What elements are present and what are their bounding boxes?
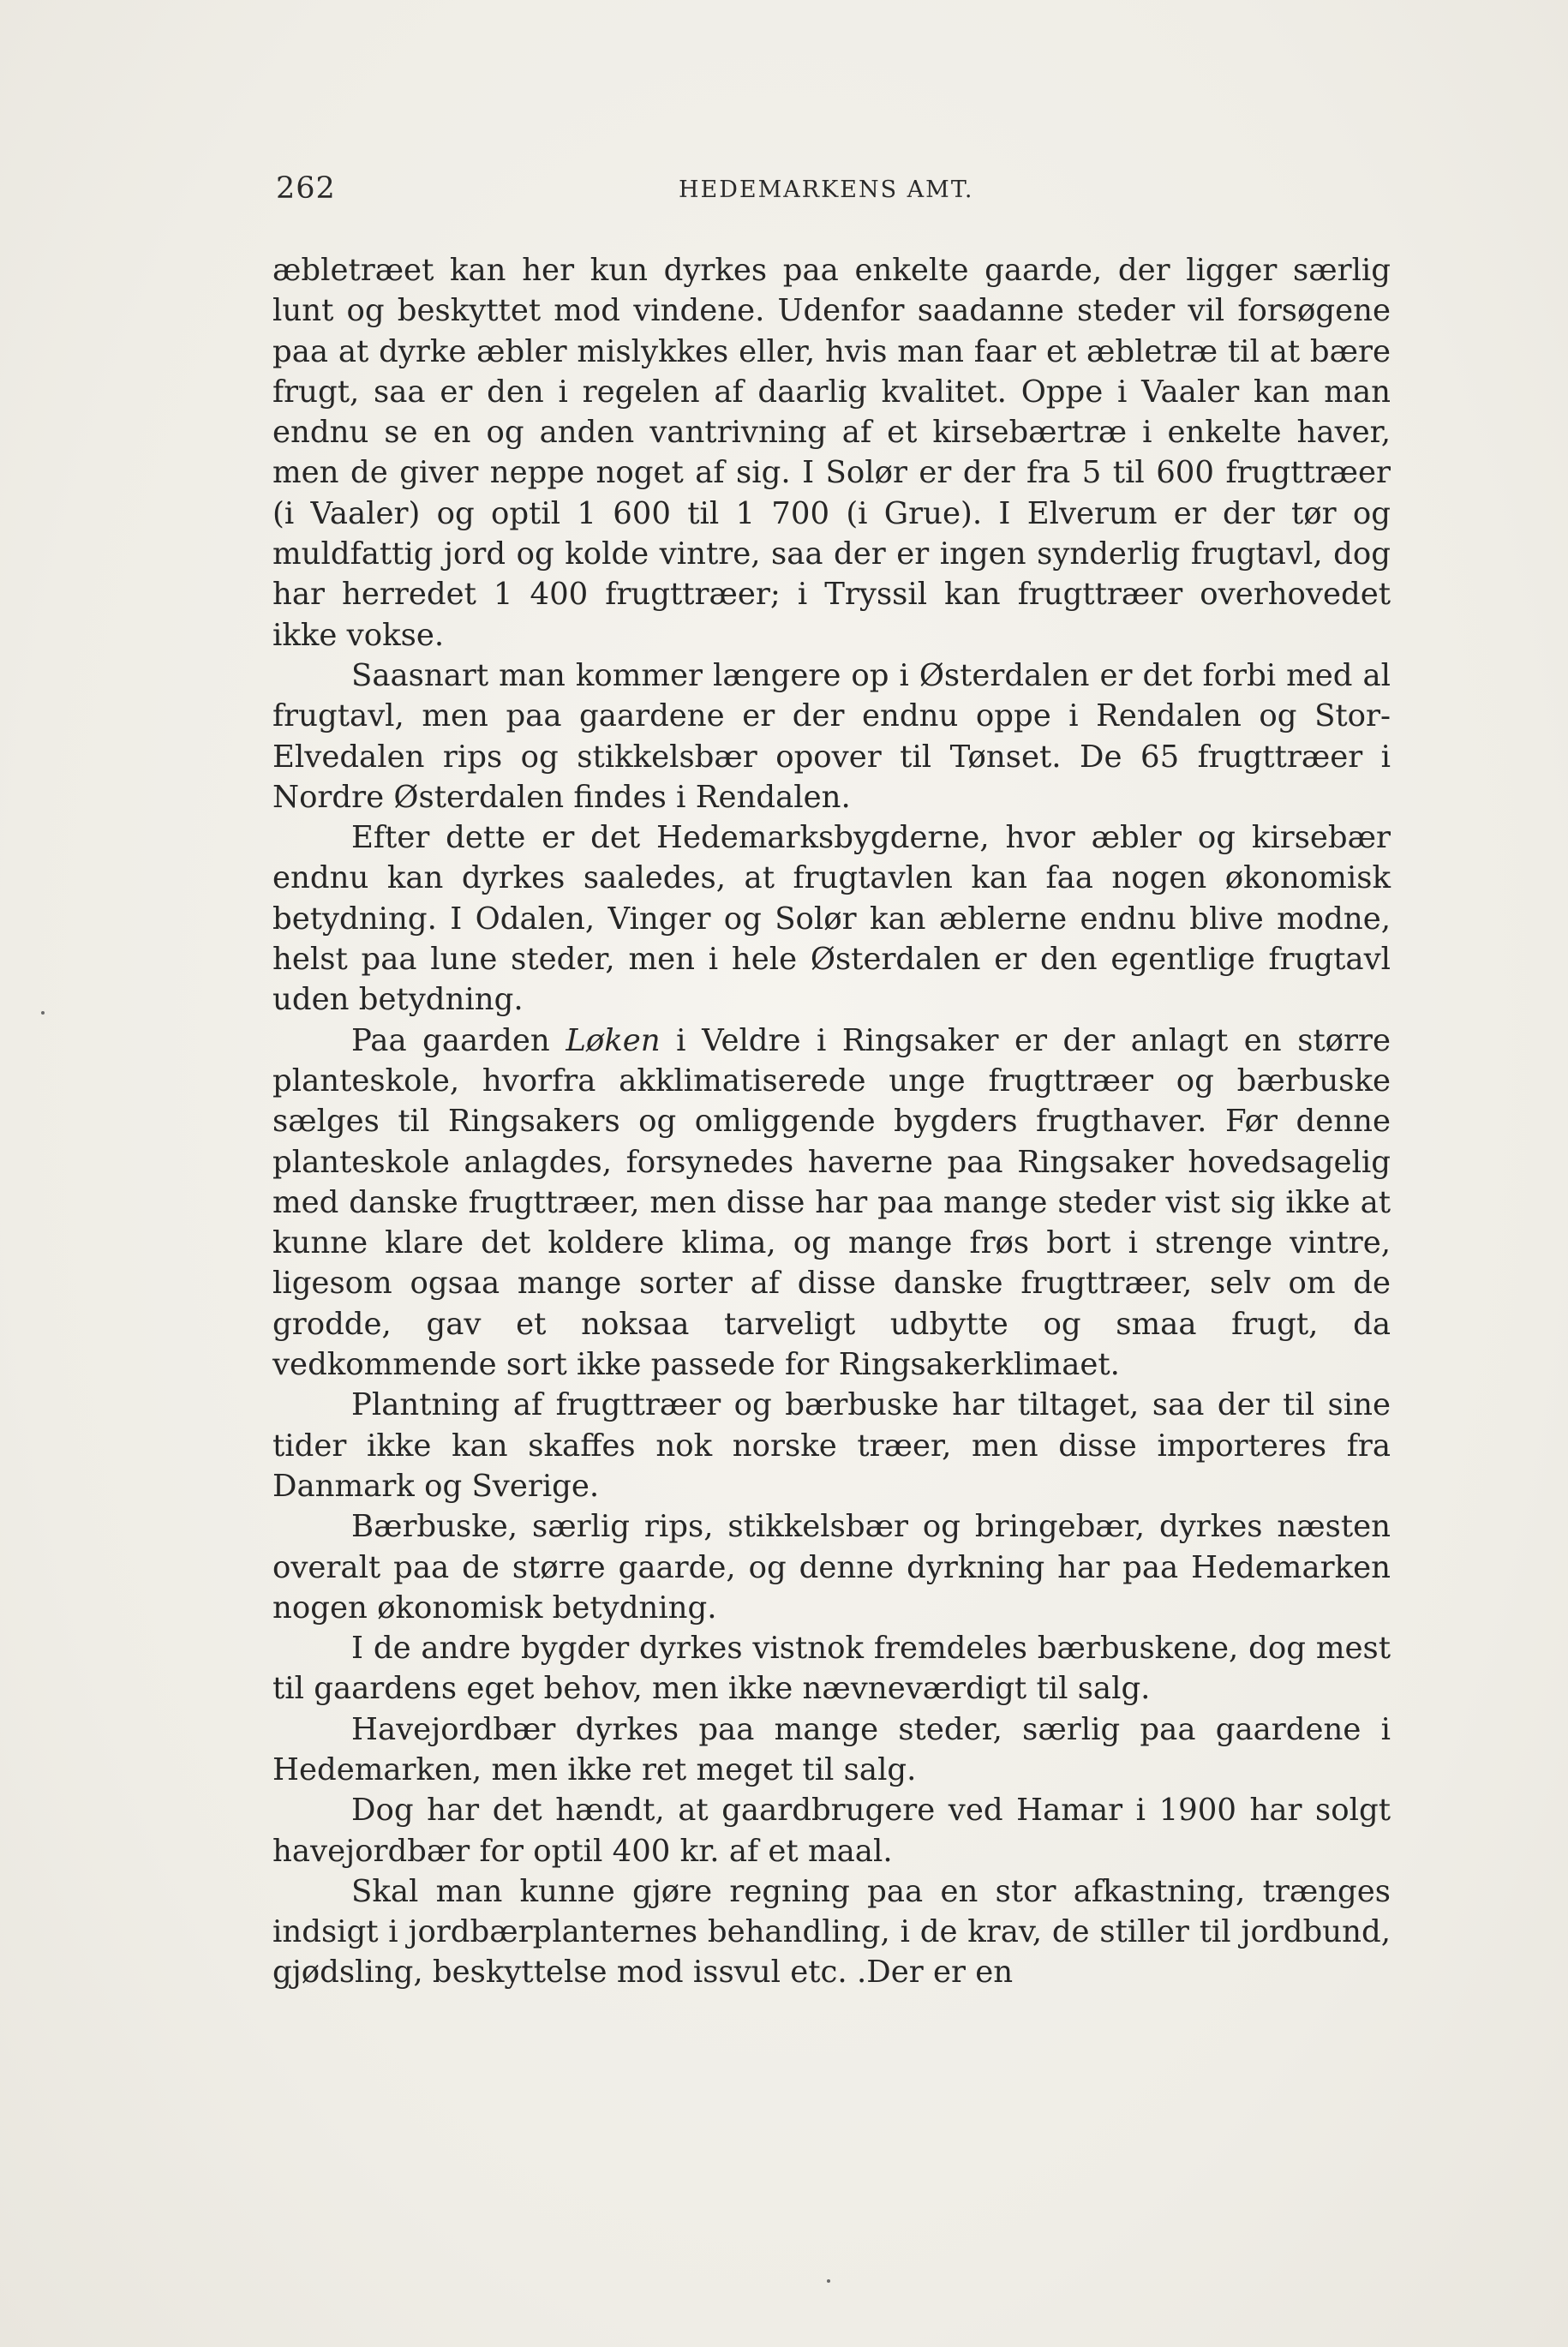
scan-speck: [827, 2279, 830, 2283]
running-head: HEDEMARKENS AMT.: [679, 177, 974, 203]
scan-speck: [41, 1011, 45, 1015]
page-number: 262: [276, 171, 336, 206]
paragraph-5: Plantning af frugttræer og bærbuske har tiltaget, saa der til sine tider ikke kan skaffes nok norske træer, men disse importeres fra Danmark og Sverige.: [272, 1387, 1391, 1504]
paragraph-2: Saasnart man kommer længere op i Østerdalen er det forbi med al frugtavl, men paa gaardene er der endnu oppe i Rendalen og Stor-Elvedalen rips og stikkelsbær opover til Tønset. De 65 frugttræer i Nordre Østerdalen findes i Rendalen.: [272, 657, 1391, 815]
paragraph-9: Dog har det hændt, at gaardbrugere ved Hamar i 1900 har solgt havejordbær for optil 400 kr. af et maal.: [272, 1793, 1391, 1869]
farm-name-italic: Løken: [566, 1022, 661, 1058]
paragraph-1: æbletræet kan her kun dyrkes paa enkelte gaarde, der ligger særlig lunt og beskyttet mod vindene. Udenfor saadanne steder vil forsøgene paa at dyrke æbler mislykkes eller, hvis man faar et æbletræ til at bære frugt, saa er den i regelen af daarlig kvalitet. Oppe i Vaaler kan man endnu se en og anden vantrivning af et kirsebærtræ i enkelte haver, men de giver neppe noget af sig. I Solør er der fra 5 til 600 frugttræer (i Vaaler) og optil 1 600 til 1 700 (i Grue). I Elverum er der tør og muldfattig jord og kolde vintre, saa der er ingen synderlig frugtavl, dog har herredet 1 400 frugttræer; i Tryssil kan frugttræer overhovedet ikke vokse.: [272, 253, 1391, 653]
paragraph-6: Bærbuske, særlig rips, stikkelsbær og bringebær, dyrkes næsten overalt paa de større gaarde, og denne dyrkning har paa Hedemarken nogen økonomisk betydning.: [272, 1509, 1391, 1626]
page-header: [276, 171, 1390, 214]
paragraph-4: Paa gaarden Løken i Veldre i Ringsaker er der anlagt en større planteskole, hvorfra akklimatiserede unge frugttræer og bærbuske sælges til Ringsakers og omliggende bygders frugthaver. Før denne planteskole anlagdes, forsynedes haverne paa Ringsaker hovedsagelig med danske frugttræer, men disse har paa mange steder vist sig ikke at kunne klare det koldere klima, og mange frøs bort i strenge vintre, ligesom ogsaa mange sorter af disse danske frugttræer, selv om de grodde, gav et noksaa tarveligt udbytte og smaa frugt, da vedkommende sort ikke passede for Ringsakerklimaet.: [272, 1022, 1391, 1383]
paragraph-10: Skal man kunne gjøre regning paa en stor afkastning, trænges indsigt i jordbærplanternes behandling, i de krav, de stiller til jordbund, gjødsling, beskyttelse mod issvul etc. .Der er en: [272, 1873, 1391, 1991]
paragraph-8: Havejordbær dyrkes paa mange steder, særlig paa gaardene i Hedemarken, men ikke ret meget til salg.: [272, 1711, 1391, 1787]
paragraph-7: I de andre bygder dyrkes vistnok fremdeles bærbuskene, dog mest til gaardens eget behov, men ikke nævneværdigt til salg.: [272, 1631, 1391, 1707]
paragraph-3: Efter dette er det Hedemarksbygderne, hvor æbler og kirsebær endnu kan dyrkes saaledes, at frugtavlen kan faa nogen økonomisk betydning. I Odalen, Vinger og Solør kan æblerne endnu blive modne, helst paa lune steder, men i hele Østerdalen er den egentlige frugtavl uden betydning.: [272, 820, 1391, 1018]
body-text: [272, 250, 1391, 1993]
